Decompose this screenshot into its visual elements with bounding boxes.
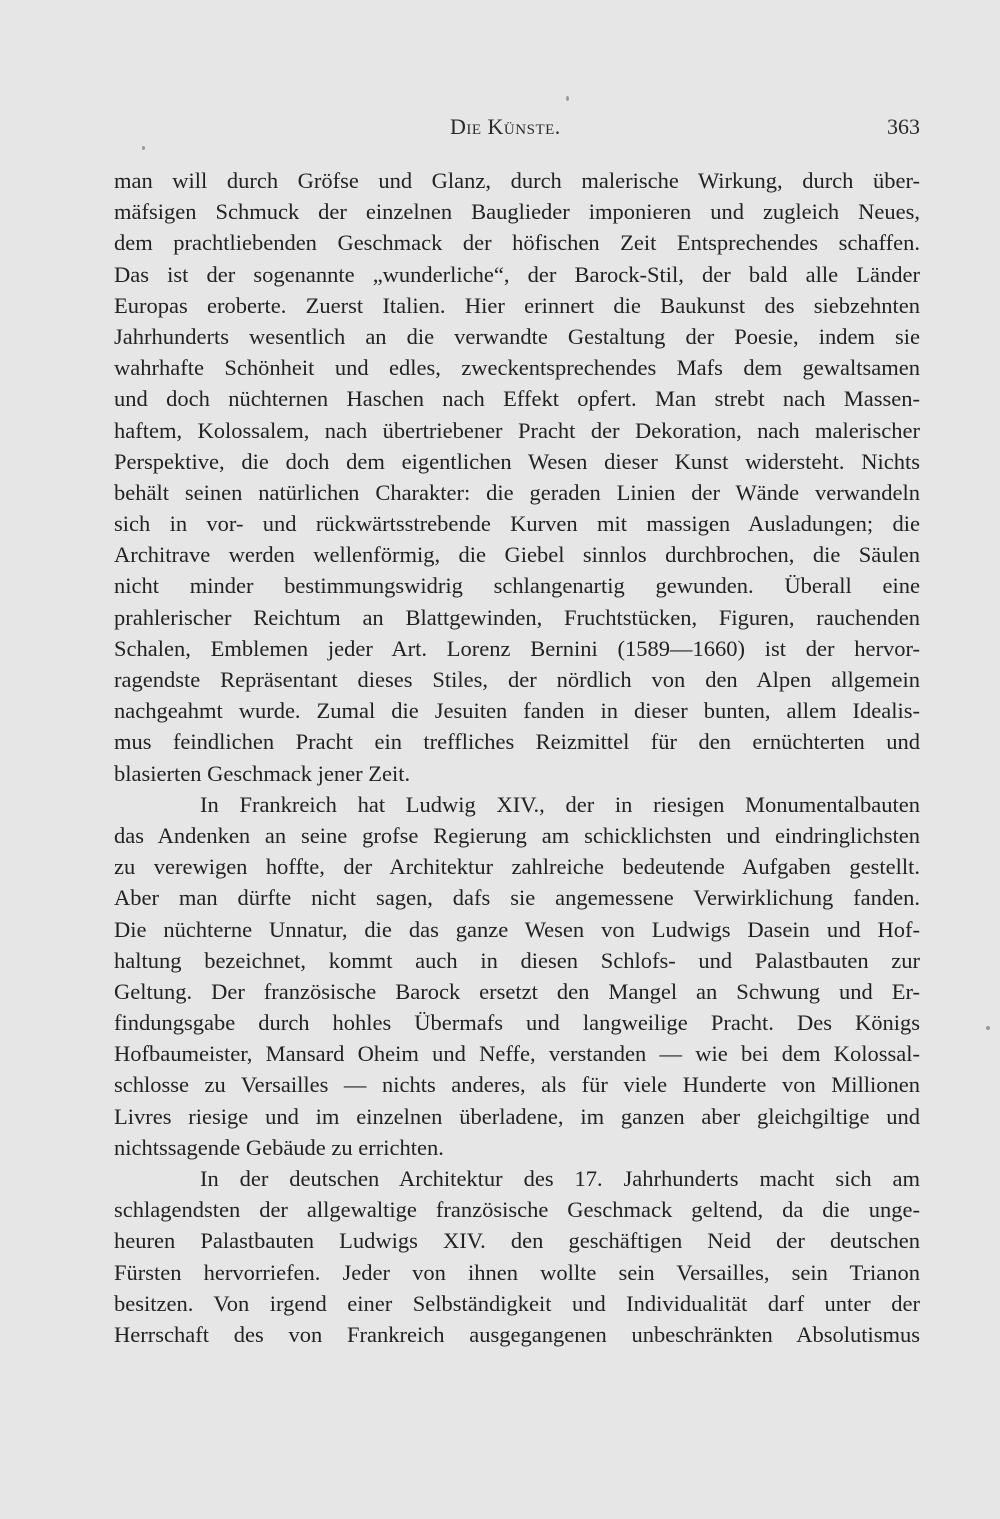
text-line: mus feindlichen Pracht ein treffliches Reizmittel für den ernüchterten und (114, 729, 920, 755)
text-line: mäfsigen Schmuck der einzelnen Bauglieder imponieren und zugleich Neues, (114, 199, 920, 225)
text-line: nichtssagende Gebäude zu errichten. (114, 1134, 444, 1160)
text-line: In der deutschen Architektur des 17. Jahrhunderts macht sich am (200, 1166, 920, 1191)
text-line: schlagendsten der allgewaltige französische Geschmack geltend, da die unge- (114, 1197, 920, 1223)
text-line: ragendste Repräsentant dieses Stiles, der nördlich von den Alpen allgemein (114, 667, 920, 692)
text-line: nachgeahmt wurde. Zumal die Jesuiten fanden in dieser bunten, allem Idealis- (114, 698, 920, 724)
text-line: haftem, Kolossalem, nach übertriebener Pracht der Dekoration, nach malerischer (114, 417, 920, 443)
text-line: findungsgabe durch hohles Übermafs und langweilige Pracht. Des Königs (114, 1010, 920, 1036)
text-line: besitzen. Von irgend einer Selbständigkeit und Individualität darf unter der (114, 1290, 920, 1316)
text-line: Europas eroberte. Zuerst Italien. Hier erinnert die Baukunst des siebzehnten (114, 292, 920, 318)
text-line: zu verewigen hoffte, der Architektur zahlreiche bedeutende Aufgaben gestellt. (114, 854, 920, 880)
text-line: Herrschaft des von Frankreich ausgegangenen unbeschränkten Absolutismus (114, 1321, 920, 1347)
text-line: In Frankreich hat Ludwig XIV., der in riesigen Monumentalbauten (200, 791, 920, 817)
text-line: blasierten Geschmack jener Zeit. (114, 760, 411, 786)
text-line: haltung bezeichnet, kommt auch in diesen Schlofs- und Palastbauten zur (114, 947, 920, 973)
text-line: man will durch Gröfse und Glanz, durch malerische Wirkung, durch über- (114, 168, 920, 193)
text-line: Aber man dürfte nicht sagen, dafs sie angemessene Verwirklichung fanden. (114, 885, 920, 911)
paper-speck (142, 146, 145, 150)
text-line: Die nüchterne Unnatur, die das ganze Wesen von Ludwigs Dasein und Hof- (114, 916, 920, 942)
body-text (114, 165, 920, 1350)
text-line: schlosse zu Versailles — nichts anderes, als für viele Hunderte von Millionen (114, 1072, 920, 1098)
text-line: nicht minder bestimmungswidrig schlangenartig gewunden. Überall eine (114, 573, 920, 599)
running-title: Die Künste. (450, 114, 561, 139)
text-line: Geltung. Der französische Barock ersetzt den Mangel an Schwung und Er- (114, 978, 920, 1004)
text-line: das Andenken an seine grofse Regierung am schicklichsten und eindringlichsten (114, 822, 920, 848)
text-line: wahrhafte Schönheit und edles, zweckentsprechendes Mafs dem gewaltsamen (114, 355, 920, 381)
text-line: Livres riesige und im einzelnen überladene, im ganzen aber gleichgiltige und (114, 1103, 920, 1129)
text-line: sich in vor- und rückwärtsstrebende Kurven mit massigen Ausladungen; die (114, 511, 920, 537)
paper-speck (566, 96, 569, 101)
text-line: und doch nüchternen Haschen nach Effekt opfert. Man strebt nach Massen- (114, 386, 920, 412)
running-header (114, 114, 920, 144)
text-line: Jahrhunderts wesentlich an die verwandte Gestaltung der Poesie, indem sie (114, 323, 920, 349)
text-line: dem prachtliebenden Geschmack der höfischen Zeit Entsprechendes schaffen. (114, 230, 920, 256)
text-line: prahlerischer Reichtum an Blattgewinden, Fruchtstücken, Figuren, rauchenden (114, 604, 920, 630)
text-line: heuren Palastbauten Ludwigs XIV. den geschäftigen Neid der deutschen (114, 1228, 920, 1254)
text-line: behält seinen natürlichen Charakter: die geraden Linien der Wände verwandeln (114, 479, 920, 505)
text-line: Das ist der sogenannte „wunderliche“, der Barock-Stil, der bald alle Länder (114, 261, 920, 287)
text-line: Perspektive, die doch dem eigentlichen Wesen dieser Kunst widersteht. Nichts (114, 448, 920, 474)
text-line: Fürsten hervorriefen. Jeder von ihnen wollte sein Versailles, sein Trianon (114, 1259, 920, 1285)
paper-speck (986, 1026, 990, 1030)
text-line: Architrave werden wellenförmig, die Giebel sinnlos durchbrochen, die Säulen (114, 542, 920, 568)
page-number: 363 (887, 114, 920, 139)
text-line: Schalen, Emblemen jeder Art. Lorenz Bernini (1589—1660) ist der hervor- (114, 635, 920, 661)
text-line: Hofbaumeister, Mansard Oheim und Neffe, verstanden — wie bei dem Kolossal- (114, 1041, 920, 1067)
